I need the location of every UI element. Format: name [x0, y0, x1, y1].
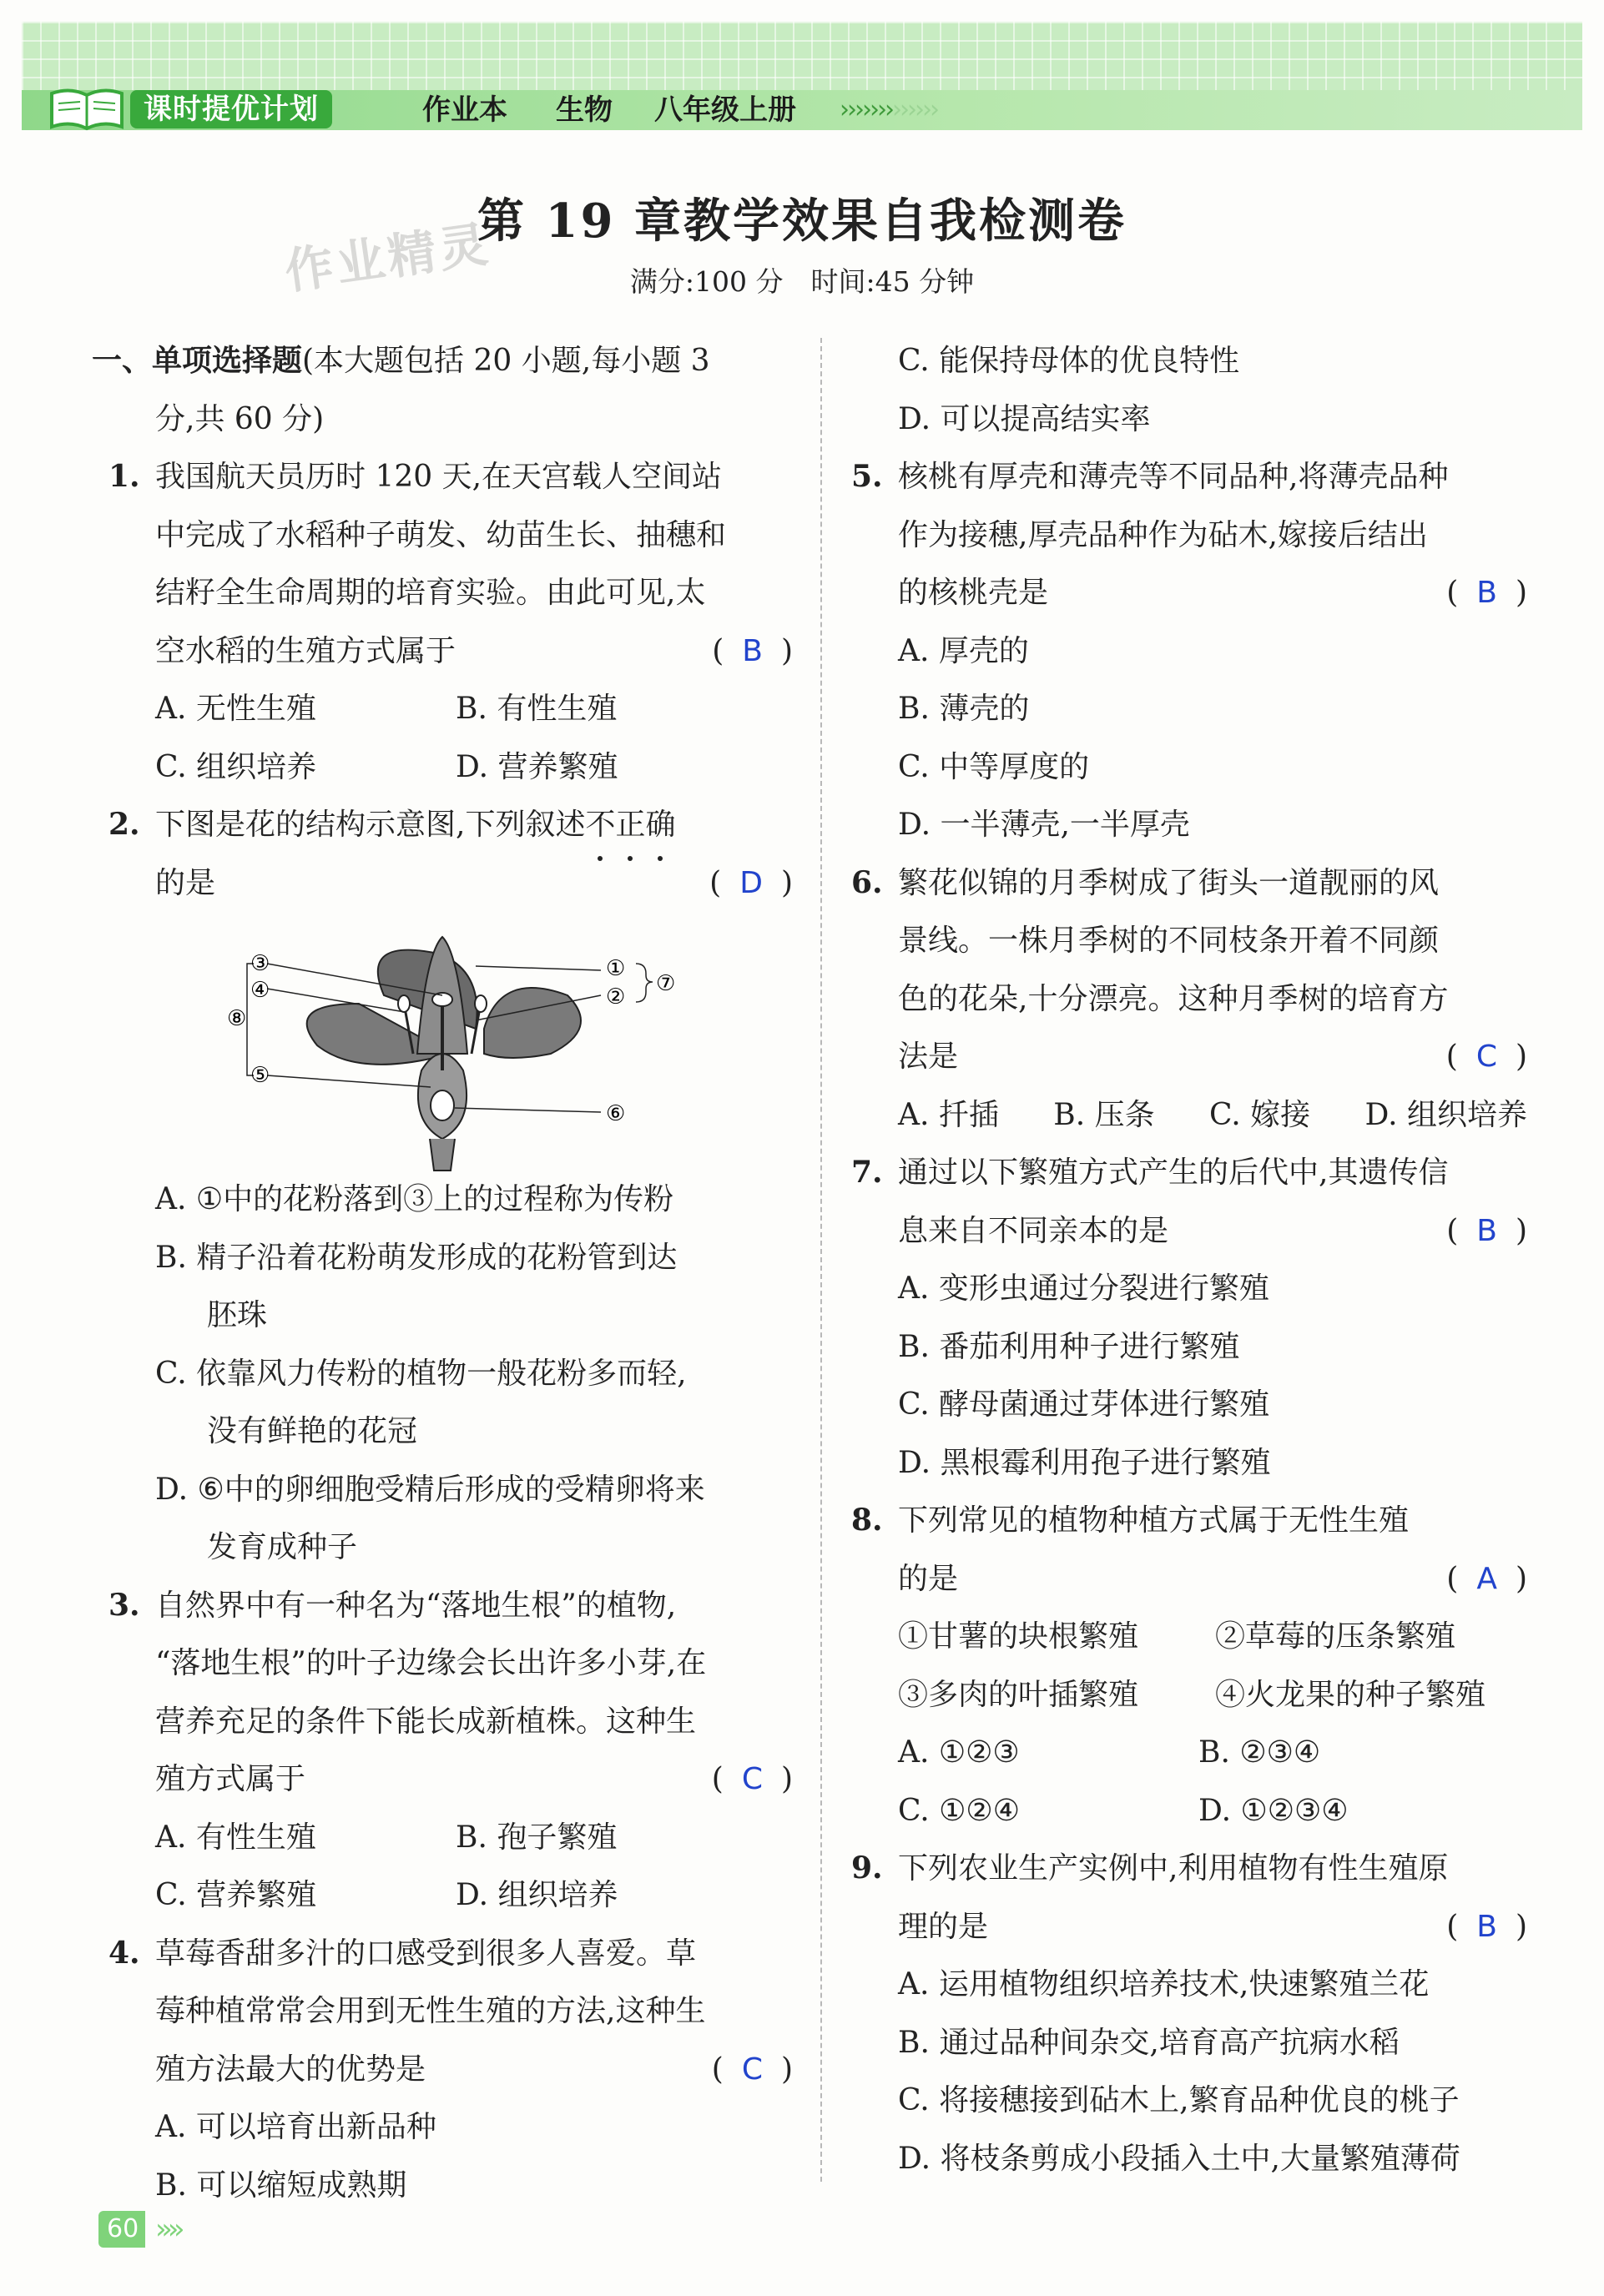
option-cont: 发育成种子: [207, 1530, 358, 1564]
option: D. 组织培养: [456, 1878, 618, 1912]
flower-diagram: [227, 920, 701, 1171]
option: A. 扦插: [898, 1097, 999, 1132]
subject: 生物: [556, 93, 613, 127]
option: A. 厚壳的: [898, 633, 1029, 668]
option: B. 薄壳的: [898, 692, 1030, 726]
answer-paren: ( D ): [709, 865, 793, 900]
flower-structure-figure: [108, 912, 793, 1171]
option: B. 孢子繁殖: [456, 1820, 618, 1855]
answer-paren: ( B ): [1446, 1213, 1527, 1248]
label-4: ④: [250, 978, 270, 1003]
option: D. 将枝条剪成小段插入土中,大量繁殖薄荷: [898, 2141, 1460, 2176]
option: A. 可以培育出新品种: [155, 2110, 436, 2144]
question-6: 6. 繁花似锦的月季树成了街头一道靓丽的风 景线。一株月季树的不同枝条开着不同颜 色的花朵,十分漂亮。这种月季树的培育方 法是 ( C ) A. 扦插 B. 压条 C. 嫁接 D. 组织培养: [851, 854, 1527, 1145]
option: B. 精子沿着花粉萌发形成的花粉管到达: [155, 1240, 678, 1275]
option: C. 营养繁殖: [155, 1878, 317, 1912]
option: B. ②③④: [1198, 1735, 1321, 1770]
answer-paren: ( B ): [712, 633, 793, 668]
label-7: ⑦: [656, 971, 676, 996]
option: B. 有性生殖: [456, 692, 618, 726]
label-3: ③: [250, 951, 270, 976]
label-2: ②: [606, 984, 626, 1010]
label-6: ⑥: [606, 1101, 626, 1126]
page-title: 第 19 章教学效果自我检测卷: [477, 194, 1127, 249]
left-column: [92, 332, 793, 2214]
statement: ④火龙果的种子繁殖: [1215, 1677, 1486, 1712]
answer-6: C: [1475, 1040, 1497, 1074]
label-1: ①: [606, 956, 626, 981]
answer-paren: ( C ): [1445, 1040, 1527, 1074]
question-9: 9. 下列农业生产实例中,利用植物有性生殖原 理的是 ( B ) A. 运用植物组织培养技术,快速繁殖兰花 B. 通过品种间杂交,培育高产抗病水稻 C. 将接穗接到砧木上,繁育品种优良的桃子 D. 将枝条剪成小段插入土中,大量繁殖薄荷: [851, 1840, 1527, 2188]
answer-paren: ( A ): [1446, 1561, 1527, 1596]
option: A. 无性生殖: [155, 692, 316, 726]
statement: ③多肉的叶插繁殖: [898, 1677, 1139, 1712]
option: D. 营养繁殖: [456, 749, 618, 784]
answer-1: B: [742, 633, 763, 668]
option: A. 有性生殖: [155, 1820, 316, 1855]
answer-5: B: [1476, 576, 1497, 610]
page-arrows-icon: »»: [155, 2213, 180, 2246]
option: C. 中等厚度的: [898, 749, 1090, 784]
label-8: ⑧: [227, 1006, 247, 1031]
statement: ②草莓的压条繁殖: [1215, 1619, 1456, 1654]
option: C. 酵母菌通过芽体进行繁殖: [898, 1387, 1270, 1422]
section-note: 分,共 60 分): [155, 401, 325, 436]
grade: 八年级上册: [654, 93, 796, 127]
option: D. 组织培养: [1364, 1097, 1527, 1132]
option: A. 变形虫通过分裂进行繁殖: [898, 1271, 1269, 1306]
answer-paren: ( B ): [1446, 576, 1527, 610]
label-5: ⑤: [250, 1063, 270, 1088]
answer-paren: ( C ): [711, 1762, 793, 1796]
open-book-icon: [47, 82, 127, 132]
header-band: [22, 22, 1582, 130]
book-type: 作业本: [422, 93, 507, 127]
option: C. 将接穗接到砧木上,繁育品种优良的桃子: [898, 2083, 1460, 2117]
option: A. ①中的花粉落到③上的过程称为传粉: [155, 1182, 674, 1216]
right-column: [851, 332, 1527, 2188]
answer-paren: ( B ): [1446, 1909, 1527, 1944]
option: B. 可以缩短成熟期: [155, 2168, 407, 2203]
answer-9: B: [1476, 1909, 1497, 1944]
question-7: 7. 通过以下繁殖方式产生的后代中,其遗传信 息来自不同亲本的是 ( B ) A. 变形虫通过分裂进行繁殖 B. 番茄利用种子进行繁殖 C. 酵母菌通过芽体进行繁殖 D. 黑根霉利用孢子进行繁殖: [851, 1144, 1527, 1492]
option: B. 压条: [1053, 1097, 1155, 1132]
answer-2: D: [739, 865, 763, 900]
question-2: 2. 下图是花的结构示意图,下列叙述不正确 的是 ( D ) ③ ④ ⑧ ⑤ ① ② ⑦ ⑥ A. ①中的花粉落到③上的过程称为传粉 B. 精子沿着花粉萌发形成的花粉管到达 胚珠 C. 依靠风力传粉的植物一般花粉多而轻, 没有鲜艳的花冠 D. ⑥中的卵细胞受精后形成的受精卵将来 发育成种子: [108, 796, 793, 1577]
question-5: 5. 核桃有厚壳和薄壳等不同品种,将薄壳品种 作为接穗,厚壳品种作为砧木,嫁接后结出 的核桃壳是 ( B ) A. 厚壳的 B. 薄壳的 C. 中等厚度的 D. 一半薄壳,一半厚壳: [851, 448, 1527, 854]
question-1: 1. 我国航天员历时 120 天,在天宫载人空间站 中完成了水稻种子萌发、幼苗生长、抽穗和 结籽全生命周期的培育实验。由此可见,太 空水稻的生殖方式属于 ( B ) A. 无性生殖 B. 有性生殖 C. 组织培养 D. 营养繁殖: [108, 448, 793, 796]
answer-paren: ( C ): [711, 2052, 793, 2087]
watermark: 作业精灵: [281, 215, 495, 300]
column-divider: [820, 338, 822, 2182]
option: D. ①②③④: [1198, 1793, 1349, 1828]
option: D. 黑根霉利用孢子进行繁殖: [898, 1445, 1271, 1480]
question-8: 8. 下列常见的植物种植方式属于无性生殖 的是 ( A ) ①甘薯的块根繁殖 ②草莓的压条繁殖 ③多肉的叶插繁殖 ④火龙果的种子繁殖 A. ①②③ B. ②③④ C. ①②④ D. ①②③④: [851, 1492, 1527, 1840]
statement: ①甘薯的块根繁殖: [898, 1619, 1139, 1654]
option: C. 组织培养: [155, 749, 317, 784]
option-cont: 胚珠: [207, 1298, 268, 1332]
option: C. 依靠风力传粉的植物一般花粉多而轻,: [155, 1356, 687, 1391]
question-3: 3. 自然界中有一种名为“落地生根”的植物, “落地生根”的叶子边缘会长出许多小芽,在 营养充足的条件下能长成新植株。这种生 殖方式属于 ( C ) A. 有性生殖 B. 孢子繁殖 C. 营养繁殖 D. 组织培养: [108, 1577, 793, 1925]
option: B. 通过品种间杂交,培育高产抗病水稻: [898, 2025, 1400, 2060]
chevron-arrows-icon: ›››››››››››››: [840, 95, 937, 124]
option-cont: 没有鲜艳的花冠: [207, 1414, 418, 1448]
option: C. 能保持母体的优良特性: [898, 344, 1240, 378]
option: A. 运用植物组织培养技术,快速繁殖兰花: [898, 1967, 1430, 2001]
answer-4: C: [741, 2052, 763, 2087]
section-heading: 一、单项选择题(本大题包括 20 小题,每小题 3: [92, 344, 710, 378]
answer-7: B: [1476, 1213, 1497, 1248]
option: B. 番茄利用种子进行繁殖: [898, 1329, 1240, 1364]
option: C. ①②④: [898, 1793, 1020, 1828]
page-subtitle: 满分:100 分 时间:45 分钟: [629, 265, 975, 298]
page-number: 60: [98, 2211, 145, 2248]
brand-badge: 课时提优计划: [130, 90, 332, 128]
option: D. ⑥中的卵细胞受精后形成的受精卵将来: [155, 1472, 705, 1507]
answer-8: A: [1476, 1561, 1497, 1596]
answer-3: C: [741, 1762, 763, 1796]
option: D. 一半薄壳,一半厚壳: [898, 808, 1190, 842]
question-4: 4. 草莓香甜多汁的口感受到很多人喜爱。草 莓种植常常会用到无性生殖的方法,这种生 殖方法最大的优势是 ( C ) A. 可以培育出新品种 B. 可以缩短成熟期: [108, 1925, 793, 2215]
option: A. ①②③: [898, 1735, 1020, 1770]
option: D. 可以提高结实率: [898, 401, 1151, 436]
option: C. 嫁接: [1208, 1097, 1311, 1132]
